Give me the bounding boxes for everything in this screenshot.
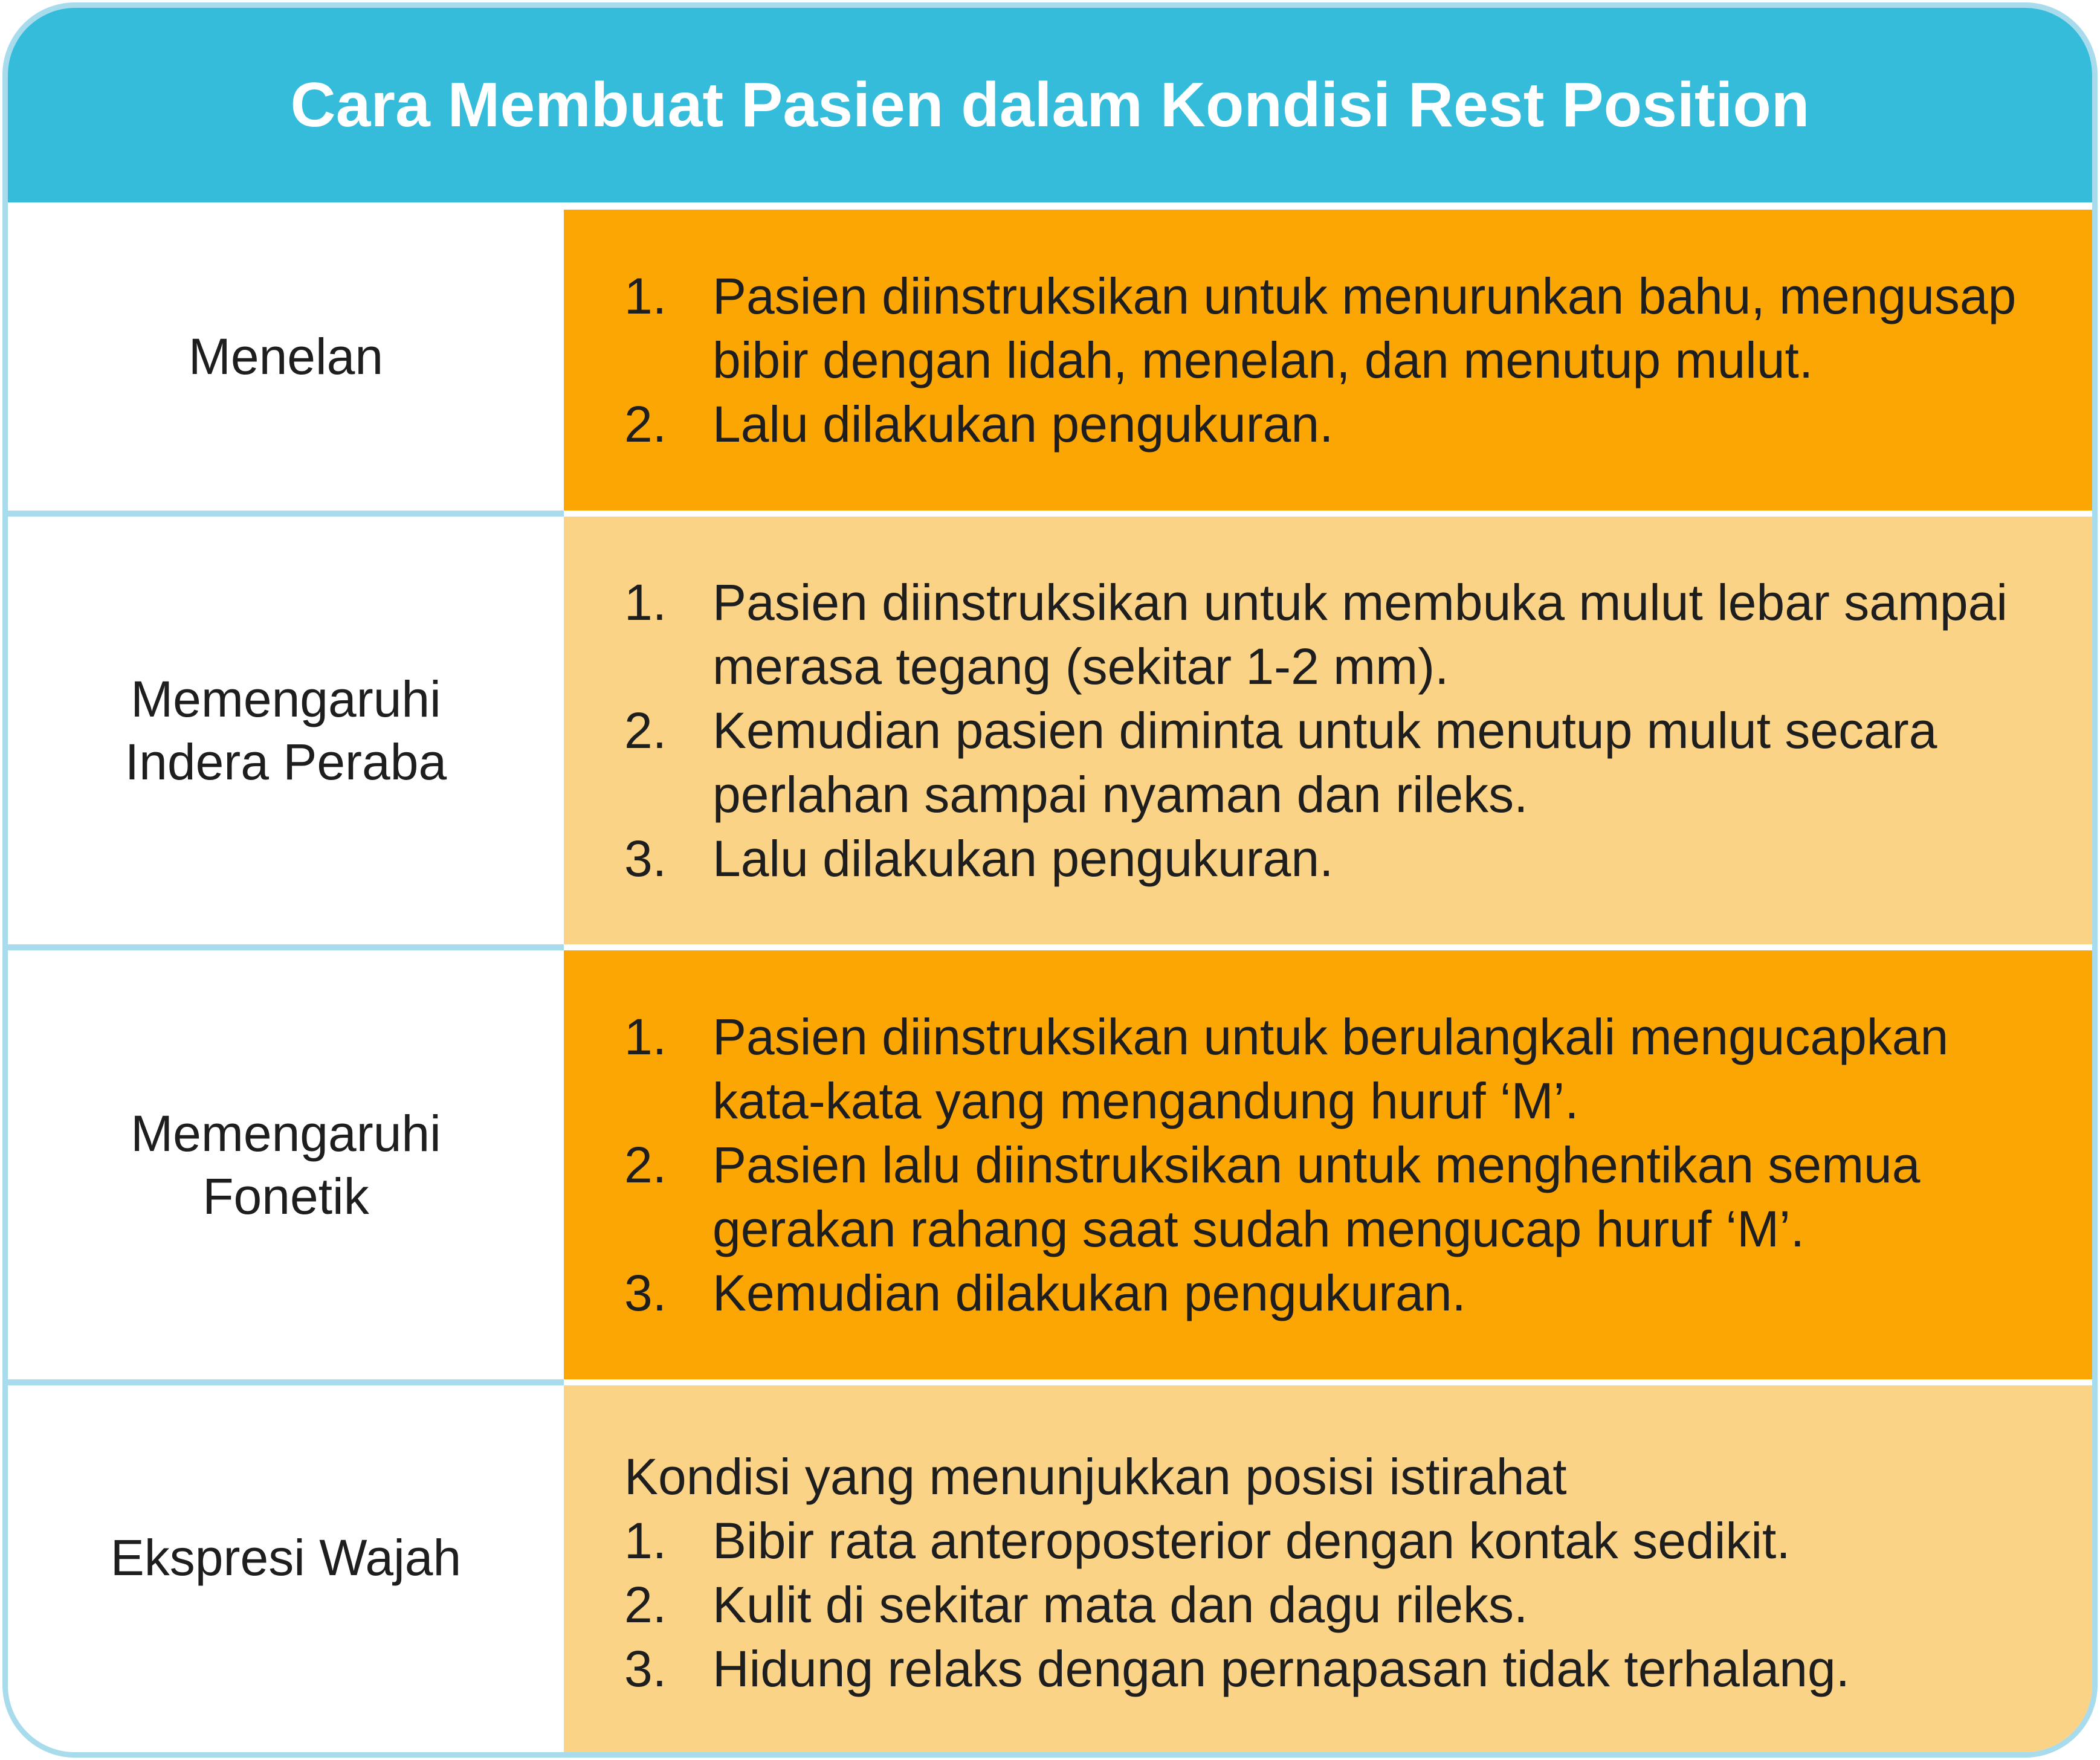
list-item xyxy=(624,698,2068,827)
table-header xyxy=(8,8,2092,202)
row-divider xyxy=(8,944,564,950)
list-item xyxy=(624,827,2068,891)
step-number: 2. xyxy=(624,1136,667,1193)
step-text: Kemudian dilakukan pengukuran. xyxy=(712,1265,1466,1321)
list-item xyxy=(624,264,2068,392)
row-label: Ekspresi Wajah xyxy=(8,1385,564,1730)
table-row-fonetik xyxy=(8,950,2092,1379)
step-number: 2. xyxy=(624,702,667,759)
table-row-indera-peraba xyxy=(8,517,2092,944)
row-label: Menelan xyxy=(8,202,564,511)
step-number: 3. xyxy=(624,1265,667,1321)
steps-list xyxy=(624,264,2068,456)
table-row-ekspresi-wajah xyxy=(8,1385,2092,1758)
step-text: Bibir rata anteroposterior dengan kontak sedikit. xyxy=(712,1512,1791,1569)
row-intro: Kondisi yang menunjukkan posisi istirahat xyxy=(624,1448,1567,1505)
table-row-menelan xyxy=(8,202,2092,511)
list-item xyxy=(624,570,2068,698)
rest-position-table xyxy=(2,2,2098,1758)
row-content xyxy=(564,1385,2092,1758)
list-item xyxy=(624,392,2068,456)
row-content xyxy=(564,517,2092,944)
step-number: 3. xyxy=(624,1640,667,1697)
step-text: Kulit di sekitar mata dan dagu rileks. xyxy=(712,1576,1528,1633)
steps-list xyxy=(624,1509,2068,1701)
list-item xyxy=(624,1261,2068,1325)
list-item xyxy=(624,1005,2068,1133)
steps-list xyxy=(624,1005,2068,1325)
step-text: Pasien diinstruksikan untuk menurunkan bahu, mengusap bibir dengan lidah, menelan, dan menutup mulut. xyxy=(712,268,2017,388)
step-text: Kemudian pasien diminta untuk menutup mulut secara perlahan sampai nyaman dan rileks. xyxy=(712,702,1937,823)
list-item xyxy=(624,1637,2068,1701)
step-number: 1. xyxy=(624,1008,667,1065)
row-content xyxy=(564,210,2092,511)
step-number: 1. xyxy=(624,1512,667,1569)
step-number: 3. xyxy=(624,830,667,887)
steps-list xyxy=(624,570,2068,891)
row-content xyxy=(564,950,2092,1379)
list-item xyxy=(624,1573,2068,1637)
row-label: Memengaruhi Fonetik xyxy=(8,950,564,1379)
step-number: 1. xyxy=(624,574,667,631)
step-text: Pasien diinstruksikan untuk membuka mulut lebar sampai merasa tegang (sekitar 1-2 mm). xyxy=(712,574,2008,695)
step-text: Pasien diinstruksikan untuk berulangkali mengucapkan kata-kata yang mengandung huruf ‘M’. xyxy=(712,1008,1949,1129)
step-number: 2. xyxy=(624,1576,667,1633)
step-text: Pasien lalu diinstruksikan untuk menghentikan semua gerakan rahang saat sudah mengucap huruf ‘M’. xyxy=(712,1136,1921,1257)
list-item xyxy=(624,1509,2068,1573)
step-text: Lalu dilakukan pengukuran. xyxy=(712,396,1334,453)
step-text: Hidung relaks dengan pernapasan tidak terhalang. xyxy=(712,1640,1850,1697)
step-text: Lalu dilakukan pengukuran. xyxy=(712,830,1334,887)
row-label: Memengaruhi Indera Peraba xyxy=(8,517,564,944)
step-number: 1. xyxy=(624,268,667,324)
table-title: Cara Membuat Pasien dalam Kondisi Rest Position xyxy=(290,69,1810,140)
row-divider xyxy=(8,1379,564,1385)
list-item xyxy=(624,1133,2068,1261)
step-number: 2. xyxy=(624,396,667,453)
row-divider xyxy=(8,511,564,517)
